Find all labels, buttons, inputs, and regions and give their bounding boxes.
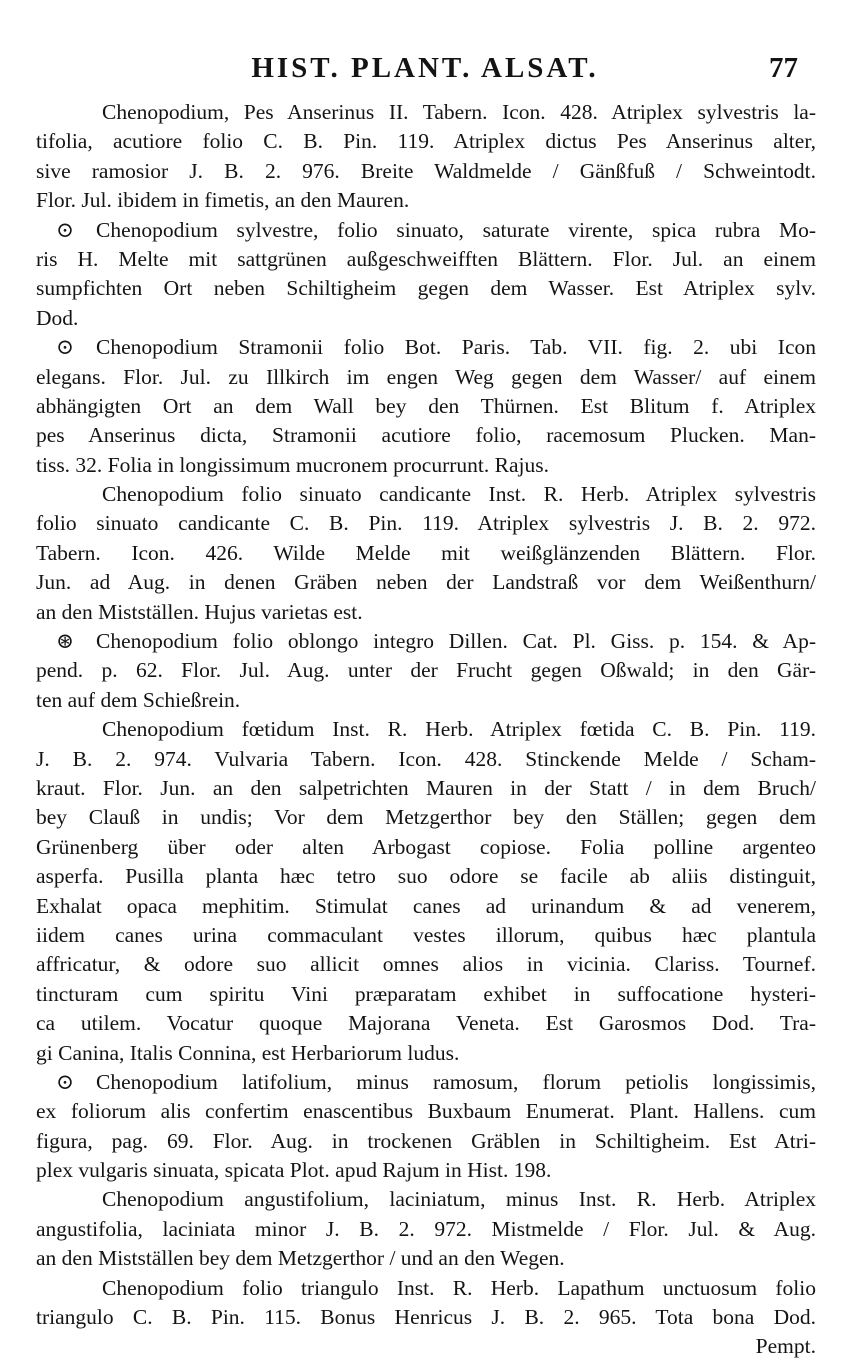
line-text: triangulo C. B. Pin. 115. Bonus Henricus J. B. 2. 965. Tota bona Dod. bbox=[36, 1305, 816, 1330]
text-line bbox=[36, 1215, 816, 1244]
text-line bbox=[36, 715, 816, 744]
text-line bbox=[36, 274, 816, 303]
text-line bbox=[36, 950, 816, 979]
text-line bbox=[36, 921, 816, 950]
body-text bbox=[36, 98, 816, 1362]
line-text: ten auf dem Schießrein. bbox=[36, 687, 241, 712]
plant-entry bbox=[36, 715, 816, 1068]
text-line bbox=[36, 509, 816, 538]
text-line bbox=[36, 421, 816, 450]
text-line bbox=[36, 1009, 816, 1038]
text-line bbox=[36, 627, 816, 656]
text-line bbox=[36, 539, 816, 568]
line-text: an den Mistställen bey dem Metzgerthor / und an den Wegen. bbox=[36, 1246, 565, 1271]
line-text: Exhalat opaca mephitim. Stimulat canes ad urinandum & ad venerem, bbox=[36, 893, 816, 918]
text-line bbox=[36, 304, 816, 333]
line-text: Chenopodium angustifolium, laciniatum, minus Inst. R. Herb. Atriplex bbox=[102, 1187, 816, 1212]
text-line bbox=[36, 1039, 816, 1068]
text-line bbox=[36, 1127, 816, 1156]
text-line bbox=[36, 774, 816, 803]
plant-entry bbox=[36, 480, 816, 627]
text-line bbox=[36, 686, 816, 715]
line-text: iidem canes urina commaculant vestes illorum, quibus hæc plantula bbox=[36, 922, 816, 947]
line-text: asperfa. Pusilla planta hæc tetro suo odore se facile ab aliis distinguit, bbox=[36, 864, 816, 889]
text-line bbox=[36, 216, 816, 245]
running-title: HIST. PLANT. ALSAT. bbox=[251, 52, 599, 84]
text-line bbox=[36, 98, 816, 127]
plant-entry bbox=[36, 1274, 816, 1362]
text-line bbox=[36, 1303, 816, 1332]
text-line bbox=[36, 1068, 816, 1097]
text-line bbox=[36, 1185, 816, 1214]
line-text: Flor. Jul. ibidem in fimetis, an den Mauren. bbox=[36, 188, 410, 213]
line-text: tiss. 32. Folia in longissimum mucronem procurrunt. Rajus. bbox=[36, 452, 549, 477]
text-line bbox=[36, 803, 816, 832]
line-text: Chenopodium folio oblongo integro Dillen. Cat. Pl. Giss. p. 154. & Ap- bbox=[96, 629, 816, 654]
line-text: ris H. Melte mit sattgrünen außgeschweifften Blättern. Flor. Jul. an einem bbox=[36, 246, 816, 271]
text-line bbox=[36, 363, 816, 392]
line-text: bey Clauß in undis; Vor dem Metzgerthor bey den Ställen; gegen dem bbox=[36, 805, 816, 830]
text-line bbox=[36, 745, 816, 774]
line-text: plex vulgaris sinuata, spicata Plot. apud Rajum in Hist. 198. bbox=[36, 1158, 552, 1183]
plant-entry bbox=[36, 216, 816, 334]
line-text: pes Anserinus dicta, Stramonii acutiore folio, racemosum Plucken. Man- bbox=[36, 423, 816, 448]
line-text: J. B. 2. 974. Vulvaria Tabern. Icon. 428. Stinckende Melde / Scham- bbox=[36, 746, 816, 771]
line-text: Chenopodium latifolium, minus ramosum, florum petiolis longissimis, bbox=[96, 1069, 816, 1094]
line-text: gi Canina, Italis Connina, est Herbariorum ludus. bbox=[36, 1040, 460, 1065]
text-line bbox=[36, 656, 816, 685]
text-line bbox=[36, 892, 816, 921]
line-text: angustifolia, laciniata minor J. B. 2. 972. Mistmelde / Flor. Jul. & Aug. bbox=[36, 1216, 816, 1241]
line-text: Chenopodium fœtidum Inst. R. Herb. Atriplex fœtida C. B. Pin. 119. bbox=[102, 717, 816, 742]
line-text: pend. p. 62. Flor. Jul. Aug. unter der Frucht gegen Oßwald; in den Gär- bbox=[36, 658, 816, 683]
text-line bbox=[36, 1156, 816, 1185]
line-text: figura, pag. 69. Flor. Aug. in trockenen Gräblen in Schiltigheim. Est Atri- bbox=[36, 1128, 816, 1153]
plant-entry bbox=[36, 98, 816, 216]
line-text: kraut. Flor. Jun. an den salpetrichten Mauren in der Statt / in dem Bruch/ bbox=[36, 775, 816, 800]
line-text: Chenopodium, Pes Anserinus II. Tabern. Icon. 428. Atriplex sylvestris la- bbox=[102, 100, 816, 124]
line-text: Tabern. Icon. 426. Wilde Melde mit weißglänzenden Blättern. Flor. bbox=[36, 540, 816, 565]
plant-entry bbox=[36, 333, 816, 480]
text-line bbox=[36, 1274, 816, 1303]
line-text: sive ramosior J. B. 2. 976. Breite Waldmelde / Gänßfuß / Schweintodt. bbox=[36, 158, 816, 183]
text-line bbox=[36, 186, 816, 215]
plant-entry bbox=[36, 1068, 816, 1186]
text-line bbox=[36, 480, 816, 509]
line-text: Jun. ad Aug. in denen Gräben neben der Landstraß vor dem Weißenthurn/ bbox=[36, 570, 816, 595]
line-text: Dod. bbox=[36, 305, 79, 330]
line-text: Pempt. bbox=[755, 1334, 816, 1359]
annual-plant-symbol-icon: ⊙ bbox=[56, 1069, 75, 1094]
line-text: an den Mistställen. Hujus varietas est. bbox=[36, 599, 363, 624]
line-text: abhängigten Ort an dem Wall bey den Thürnen. Est Blitum f. Atriplex bbox=[36, 393, 816, 418]
line-text: folio sinuato candicante C. B. Pin. 119. Atriplex sylvestris J. B. 2. 972. bbox=[36, 511, 816, 536]
text-line bbox=[36, 598, 816, 627]
annual-plant-symbol-icon: ⊛ bbox=[56, 629, 75, 654]
line-text: Chenopodium sylvestre, folio sinuato, saturate virente, spica rubra Mo- bbox=[96, 217, 816, 242]
text-line bbox=[36, 392, 816, 421]
plant-entry bbox=[36, 627, 816, 715]
text-line bbox=[36, 1097, 816, 1126]
text-line bbox=[36, 157, 816, 186]
text-line bbox=[36, 980, 816, 1009]
line-text: ex foliorum alis confertim enascentibus Buxbaum Enumerat. Plant. Hallens. cum bbox=[36, 1099, 816, 1124]
line-text: tincturam cum spiritu Vini præparatam exhibet in suffocatione hysteri- bbox=[36, 981, 816, 1006]
text-line bbox=[36, 1332, 816, 1361]
text-line bbox=[36, 833, 816, 862]
line-text: tifolia, acutiore folio C. B. Pin. 119. Atriplex dictus Pes Anserinus alter, bbox=[36, 129, 816, 154]
line-text: ca utilem. Vocatur quoque Majorana Veneta. Est Garosmos Dod. Tra- bbox=[36, 1011, 816, 1036]
line-text: sumpfichten Ort neben Schiltigheim gegen dem Wasser. Est Atriplex sylv. bbox=[36, 276, 816, 301]
text-line bbox=[36, 451, 816, 480]
line-text: elegans. Flor. Jul. zu Illkirch im engen Weg gegen dem Wasser/ auf einem bbox=[36, 364, 816, 389]
line-text: Grünenberg über oder alten Arbogast copiose. Folia polline argenteo bbox=[36, 834, 816, 859]
text-line bbox=[36, 1244, 816, 1273]
text-line bbox=[36, 568, 816, 597]
line-text: affricatur, & odore suo allicit omnes alios in vicinia. Clariss. Tournef. bbox=[36, 952, 816, 977]
text-line bbox=[36, 127, 816, 156]
line-text: Chenopodium folio triangulo Inst. R. Herb. Lapathum unctuosum folio bbox=[102, 1275, 816, 1300]
running-head bbox=[0, 52, 850, 92]
plant-entry bbox=[36, 1185, 816, 1273]
text-line bbox=[36, 245, 816, 274]
line-text: Chenopodium Stramonii folio Bot. Paris. Tab. VII. fig. 2. ubi Icon bbox=[96, 335, 816, 360]
line-text: Chenopodium folio sinuato candicante Inst. R. Herb. Atriplex sylvestris bbox=[102, 482, 816, 507]
text-line bbox=[36, 862, 816, 891]
text-line bbox=[36, 333, 816, 362]
page-number: 77 bbox=[769, 52, 798, 84]
annual-plant-symbol-icon: ⊙ bbox=[56, 217, 75, 242]
annual-plant-symbol-icon: ⊙ bbox=[56, 335, 75, 360]
